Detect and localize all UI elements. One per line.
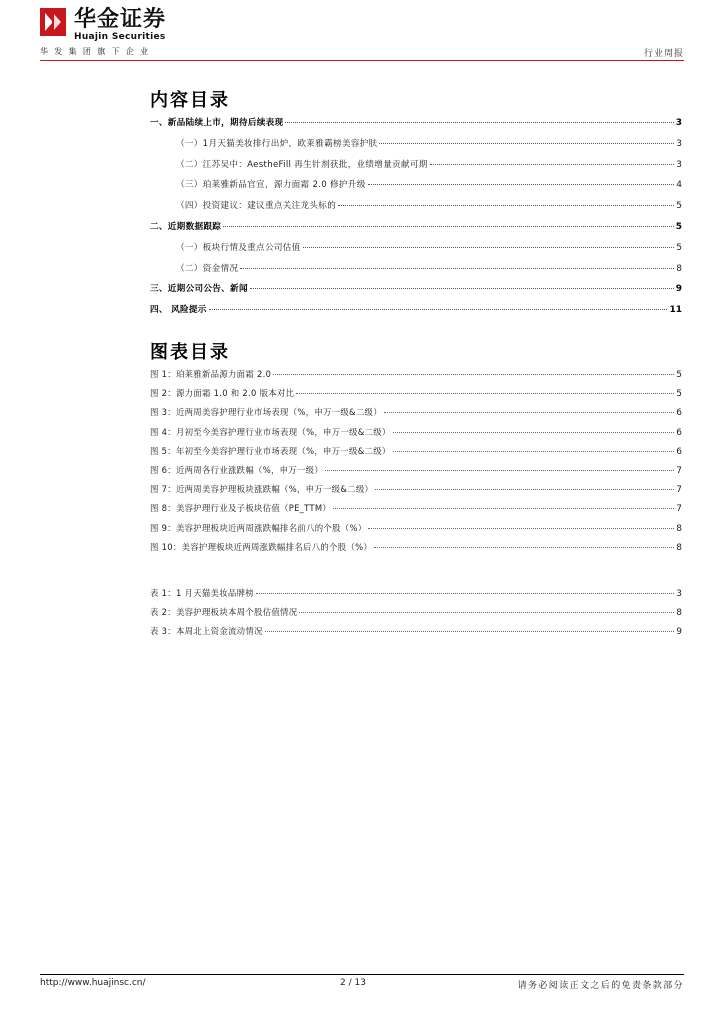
figure-entry[interactable]: 图 3：近两周美容护理行业市场表现（%，申万一级&二级） 6 [150,407,682,419]
figure-entry[interactable]: 图 6：近两周各行业涨跌幅（%，申万一级） 7 [150,464,682,476]
dot-leader [368,184,675,185]
huajin-logo-icon [40,8,66,36]
dot-leader [333,508,674,509]
table-entry[interactable]: 表 2：美容护理板块本周个股估值情况 8 [150,607,682,619]
report-type: 行业周报 [643,49,684,59]
dot-leader [430,164,675,165]
dot-leader [368,528,674,529]
dot-leader [223,226,674,227]
figure-entry[interactable]: 图 4：月初至今美容护理行业市场表现（%，申万一级&二级） 6 [150,426,682,438]
figure-list [150,368,682,560]
dot-leader [209,309,668,310]
dot-leader [273,374,674,375]
footer-url[interactable]: http://www.huajinsc.cn/ [40,978,146,988]
table-entry[interactable]: 表 1：1 月天猫美妆品牌榜 3 [150,588,682,599]
toc-entry[interactable]: （一）1月天猫美妆排行出炉，欧莱雅霸榜美容护肤 3 [176,138,682,149]
dot-leader [296,393,674,394]
figure-entry[interactable]: 图 5：年初至今美容护理行业市场表现（%，申万一级&二级） 6 [150,445,682,457]
figure-entry[interactable]: 图 7：近两周美容护理板块涨跌幅（%，申万一级&二级） 7 [150,484,682,496]
dot-leader [379,143,674,144]
brand-name-en: Huajin Securities [74,32,166,42]
figure-entry[interactable]: 图 1：珀莱雅新品源力面霜 2.0 5 [150,369,682,380]
dot-leader [338,205,674,206]
header-divider [40,60,684,61]
figure-entry[interactable]: 图 2：源力面霜 1.0 和 2.0 版本对比 5 [150,388,682,400]
toc-entry[interactable]: 二、近期数据跟踪 5 [150,221,682,232]
dot-leader [299,612,674,613]
toc-entry[interactable]: 四、 风险提示 11 [150,305,682,316]
dot-leader [374,547,674,548]
brand-name-cn: 华金证券 [74,7,167,32]
dot-leader [303,247,675,248]
footer-divider [40,974,684,975]
page-number: 2 / 13 [340,978,366,988]
toc-entry[interactable]: 一、新品陆续上市，期待后续表现 3 [150,118,682,128]
table-list [150,587,682,645]
table-of-contents [150,116,682,324]
dot-leader [393,451,675,452]
toc-entry[interactable]: （二）资金情况 8 [176,263,682,274]
dot-leader [240,268,674,269]
toc-entry[interactable]: （四）投资建议：建议重点关注龙头标的 5 [176,201,682,212]
brand-slogan: 华发集团旗下企业 [40,47,155,56]
toc-title: 内容目录 [150,90,230,111]
dot-leader [250,288,674,289]
dot-leader [384,412,674,413]
figure-entry[interactable]: 图 9：美容护理板块近两周涨跌幅排名前八的个股（%） 8 [150,522,682,534]
dot-leader [393,432,675,433]
toc-entry[interactable]: （一）板块行情及重点公司估值 5 [176,242,682,253]
footer-disclaimer: 请务必阅读正文之后的免责条款部分 [517,981,684,991]
toc-entry[interactable]: （二）江苏吴中：AestheFill 再生针剂获批，业绩增量贡献可期 3 [176,159,682,170]
toc-entry[interactable]: （三）珀莱雅新品官宣，源力面霜 2.0 修护升级 4 [176,180,682,191]
figures-title: 图表目录 [150,342,230,363]
dot-leader [265,631,675,632]
dot-leader [325,470,674,471]
figure-entry[interactable]: 图 8：美容护理行业及子板块估值（PE_TTM） 7 [150,503,682,515]
page-header [40,8,684,64]
table-entry[interactable]: 表 3：本周北上资金流动情况 9 [150,626,682,638]
dot-leader [375,489,674,490]
dot-leader [285,122,673,123]
toc-entry[interactable]: 三、近期公司公告、新闻 9 [150,284,682,295]
figure-entry[interactable]: 图 10：美容护理板块近两周涨跌幅排名后八的个股（%） 8 [150,541,682,553]
dot-leader [256,593,674,594]
